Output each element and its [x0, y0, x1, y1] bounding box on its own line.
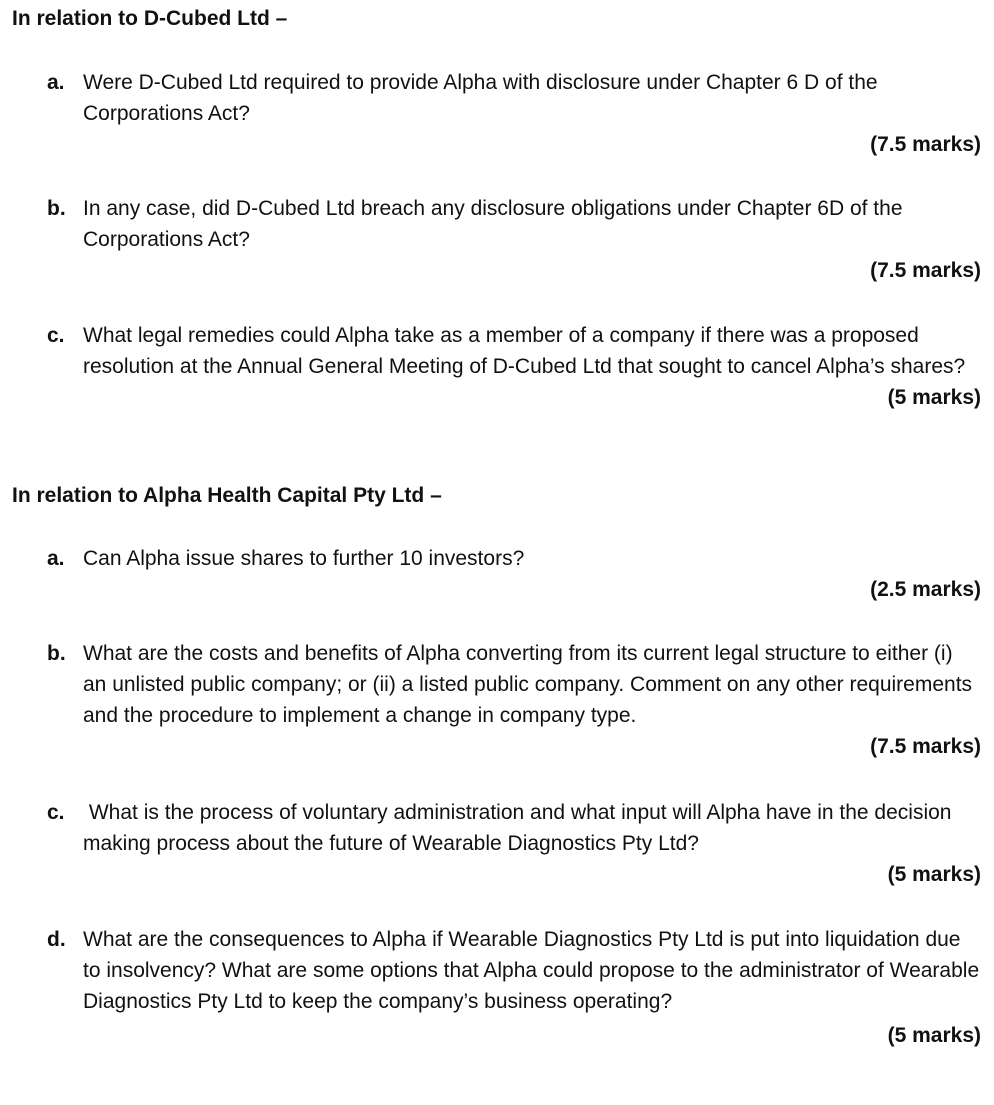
question-marks: (5 marks)	[887, 1024, 981, 1047]
section-heading-d-cubed: In relation to D-Cubed Ltd –	[12, 7, 288, 30]
question-alpha-c	[47, 797, 981, 890]
question-text: What legal remedies could Alpha take as a member of a company if there was a proposed resolution at the Annual General Meeting of D-Cubed Ltd that sought to cancel Alpha’s shares?	[83, 324, 966, 378]
question-marks: (7.5 marks)	[870, 735, 981, 758]
question-text: In any case, did D-Cubed Ltd breach any disclosure obligations under Chapter 6D of the Corporations Act?	[83, 197, 903, 251]
question-alpha-a	[47, 543, 981, 605]
question-d-cubed-b	[47, 193, 981, 286]
question-letter: c.	[47, 801, 65, 824]
question-marks: (5 marks)	[887, 386, 981, 409]
question-marks: (5 marks)	[887, 863, 981, 886]
question-text: What are the consequences to Alpha if Wearable Diagnostics Pty Ltd is put into liquidation due to insolvency? What are some options that Alpha could propose to the administrator of Wearable Diagnostics Pty Ltd to keep the company’s business operating?	[83, 928, 980, 1013]
question-letter: a.	[47, 547, 65, 570]
section-heading-alpha-health: In relation to Alpha Health Capital Pty Ltd –	[12, 484, 442, 507]
question-text: What are the costs and benefits of Alpha converting from its current legal structure to either (i) an unlisted public company; or (ii) a listed public company. Comment on any other requirements and the procedure to implement a change in company type.	[83, 642, 973, 727]
question-marks: (2.5 marks)	[870, 578, 981, 601]
question-letter: b.	[47, 642, 66, 665]
question-d-cubed-a	[47, 67, 981, 160]
question-text: Can Alpha issue shares to further 10 investors?	[83, 547, 525, 570]
question-alpha-d	[47, 924, 981, 1051]
question-letter: a.	[47, 71, 65, 94]
question-text: Were D-Cubed Ltd required to provide Alpha with disclosure under Chapter 6 D of the Corporations Act?	[83, 71, 878, 125]
question-letter: b.	[47, 197, 66, 220]
question-d-cubed-c	[47, 320, 981, 413]
question-alpha-b	[47, 638, 981, 762]
question-letter: d.	[47, 928, 66, 951]
question-letter: c.	[47, 324, 65, 347]
question-marks: (7.5 marks)	[870, 133, 981, 156]
question-text: What is the process of voluntary administration and what input will Alpha have in the decision making process about the future of Wearable Diagnostics Pty Ltd?	[83, 801, 958, 855]
question-marks: (7.5 marks)	[870, 259, 981, 282]
